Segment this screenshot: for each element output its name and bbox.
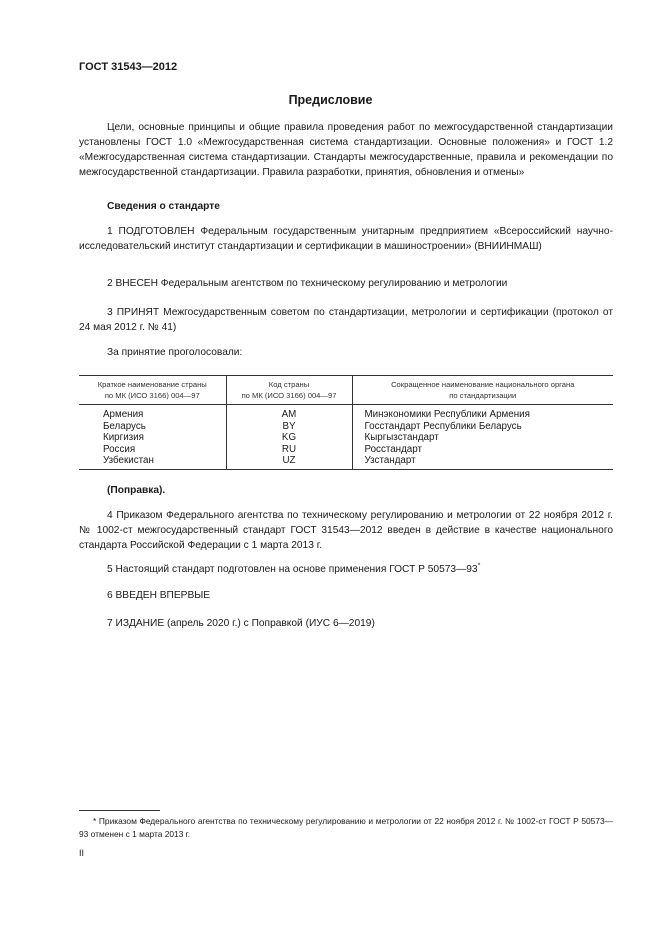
body-cell: Росстандарт xyxy=(352,444,613,456)
footnote-marker: * xyxy=(477,562,481,570)
table-row xyxy=(79,455,613,469)
item-1-prepared: 1 ПОДГОТОВЛЕН Федеральным государственным унитарным предприятием «Всероссийский научно-исследовательский институт стандартизации и сертификации в машиностроении» (ВНИИНМАШ) xyxy=(79,226,613,252)
body-cell: Узстандарт xyxy=(352,455,613,469)
amendment-note: (Поправка). xyxy=(107,485,166,496)
footnote: * Приказом Федерального агентства по техническому регулированию и метрологии от 22 ноября 2012 г. № 1002-ст ГОСТ Р 50573—93 отменен с 1 марта 2013 г. xyxy=(79,816,613,839)
table-row xyxy=(79,405,613,421)
body-cell: Минэкономики Республики Армения xyxy=(352,405,613,421)
item-5-basis xyxy=(107,562,480,577)
voting-table xyxy=(79,375,613,470)
table-row xyxy=(79,444,613,456)
item-4-enacted: 4 Приказом Федерального агентства по техническому регулированию и метрологии от 22 ноября 2012 г. № 1002-ст межгосударственный стандарт ГОСТ 31543—2012 введен в действие в качестве национального стандарта Российской Федерации с 1 марта 2013 г. xyxy=(79,510,613,551)
item-5-text: 5 Настоящий стандарт подготовлен на основе применения ГОСТ Р 50573—93 xyxy=(107,564,478,575)
document-code: ГОСТ 31543—2012 xyxy=(79,61,178,73)
country-cell: Киргизия xyxy=(103,432,144,444)
country-cell: Армения xyxy=(103,409,144,420)
code-cell: BY xyxy=(226,421,352,433)
table-row xyxy=(79,421,613,433)
section-heading-about: Сведения о стандарте xyxy=(107,201,220,212)
voted-label: За принятие проголосовали: xyxy=(107,347,243,358)
country-cell: Россия xyxy=(103,443,136,455)
table-row xyxy=(79,432,613,444)
column-header-country: Краткое наименование страны по МК (ИСО 3166) 004—97 xyxy=(79,376,226,405)
body-cell: Кыргызстандарт xyxy=(352,432,613,444)
page-number: II xyxy=(79,848,85,858)
country-cell: Узбекистан xyxy=(79,455,226,469)
code-cell: UZ xyxy=(226,455,352,469)
footnote-separator xyxy=(79,810,160,811)
body-cell: Госстандарт Республики Беларусь xyxy=(352,421,613,433)
column-header-body: Сокращенное наименование национального органа по стандартизации xyxy=(352,376,613,405)
item-2-submitted: 2 ВНЕСЕН Федеральным агентством по техническому регулированию и метрологии xyxy=(107,278,508,289)
column-header-code: Код страны по МК (ИСО 3166) 004—97 xyxy=(226,376,352,405)
item-3-adopted: 3 ПРИНЯТ Межгосударственным советом по стандартизации, метрологии и сертификации (протокол от 24 мая 2012 г. № 41) xyxy=(79,307,613,333)
item-6-first-introduced: 6 ВВЕДЕН ВПЕРВЫЕ xyxy=(107,590,211,601)
country-cell: Беларусь xyxy=(103,420,146,432)
code-cell: RU xyxy=(226,444,352,456)
intro-paragraph: Цели, основные принципы и общие правила проведения работ по межгосударственной стандартизации установлены ГОСТ 1.0 «Межгосударственная система стандартизации. Основные положения» и ГОСТ 1.2 «Межгосударственная система стандартизации. Стандарты межгосударственные, правила и рекомендации по межгосударственной стандартизации. Правила разработки, принятия, обновления и отмены» xyxy=(79,122,613,178)
item-7-edition: 7 ИЗДАНИЕ (апрель 2020 г.) с Поправкой (ИУС 6—2019) xyxy=(107,618,375,629)
code-cell: AM xyxy=(226,405,352,421)
page-title: Предисловие xyxy=(288,93,373,107)
table-header-row xyxy=(79,376,613,405)
code-cell: KG xyxy=(226,432,352,444)
